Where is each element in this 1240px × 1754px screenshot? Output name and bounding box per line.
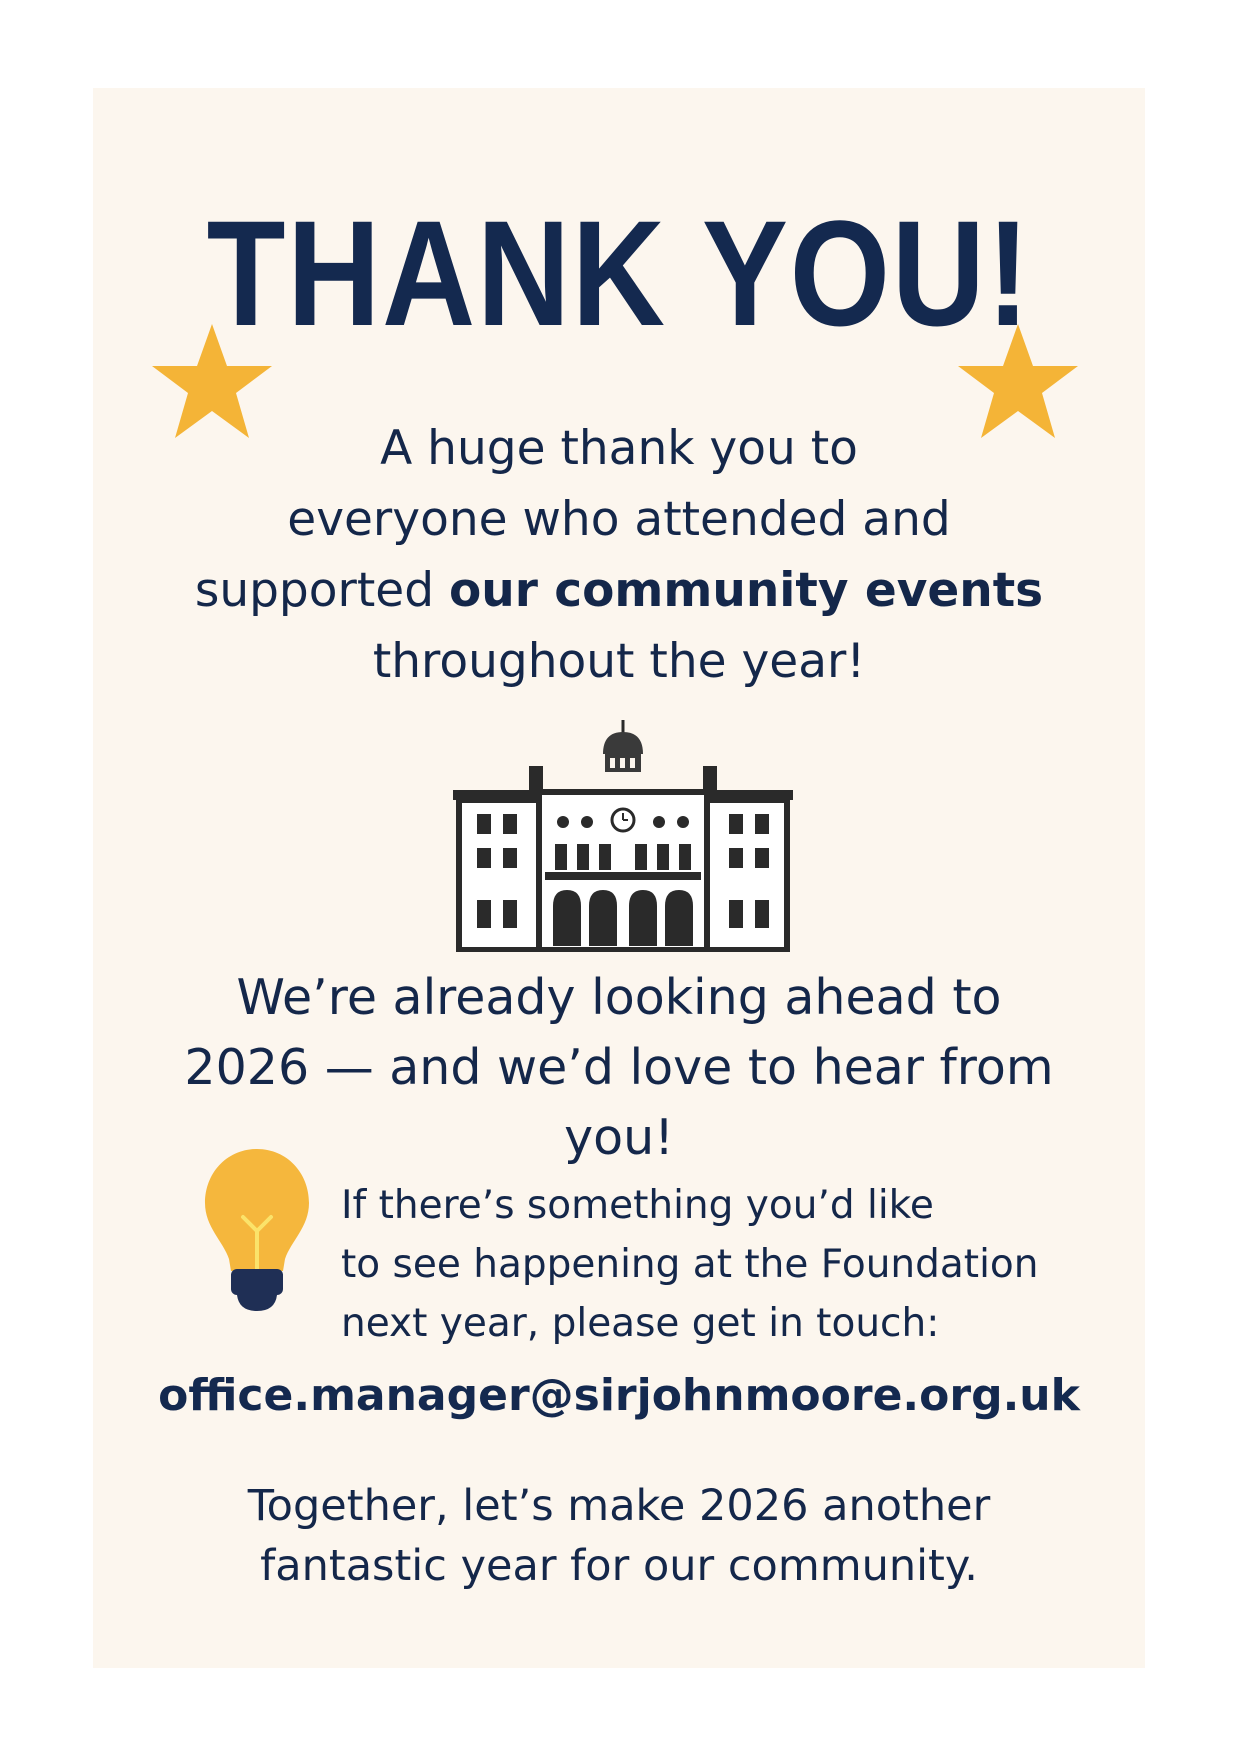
page-title: THANK YOU! (206, 189, 1032, 357)
contact-email[interactable]: office.manager@sirjohnmoore.org.uk (158, 1370, 1080, 1421)
building-icon (453, 720, 793, 952)
thank-you-message (133, 413, 1105, 697)
ahead-line-2: 2026 — and we’d love to hear from (184, 1039, 1054, 1096)
ahead-line-1: We’re already looking ahead to (236, 969, 1002, 1026)
get-in-touch-message (341, 1176, 1121, 1353)
closing-line-1: Together, let’s make 2026 another (247, 1481, 991, 1531)
intro-line-3-prefix: supported (194, 563, 449, 618)
thank-you-poster (93, 88, 1145, 1668)
intro-line-2: everyone who attended and (287, 492, 951, 547)
closing-line-2: fantastic year for our community. (260, 1541, 978, 1591)
closing-message (93, 1476, 1145, 1596)
intro-line-3 (133, 555, 1105, 626)
lightbulb-icon (201, 1145, 313, 1325)
touch-line-2: to see happening at the Foundation (341, 1242, 1039, 1287)
touch-line-1: If there’s something you’d like (341, 1183, 934, 1228)
touch-line-3: next year, please get in touch: (341, 1301, 940, 1346)
ahead-line-3: you! (564, 1109, 674, 1166)
intro-line-3-bold: our community events (448, 563, 1044, 618)
intro-line-4: throughout the year! (372, 634, 866, 689)
intro-line-1: A huge thank you to (380, 421, 858, 476)
looking-ahead-message (123, 963, 1115, 1173)
